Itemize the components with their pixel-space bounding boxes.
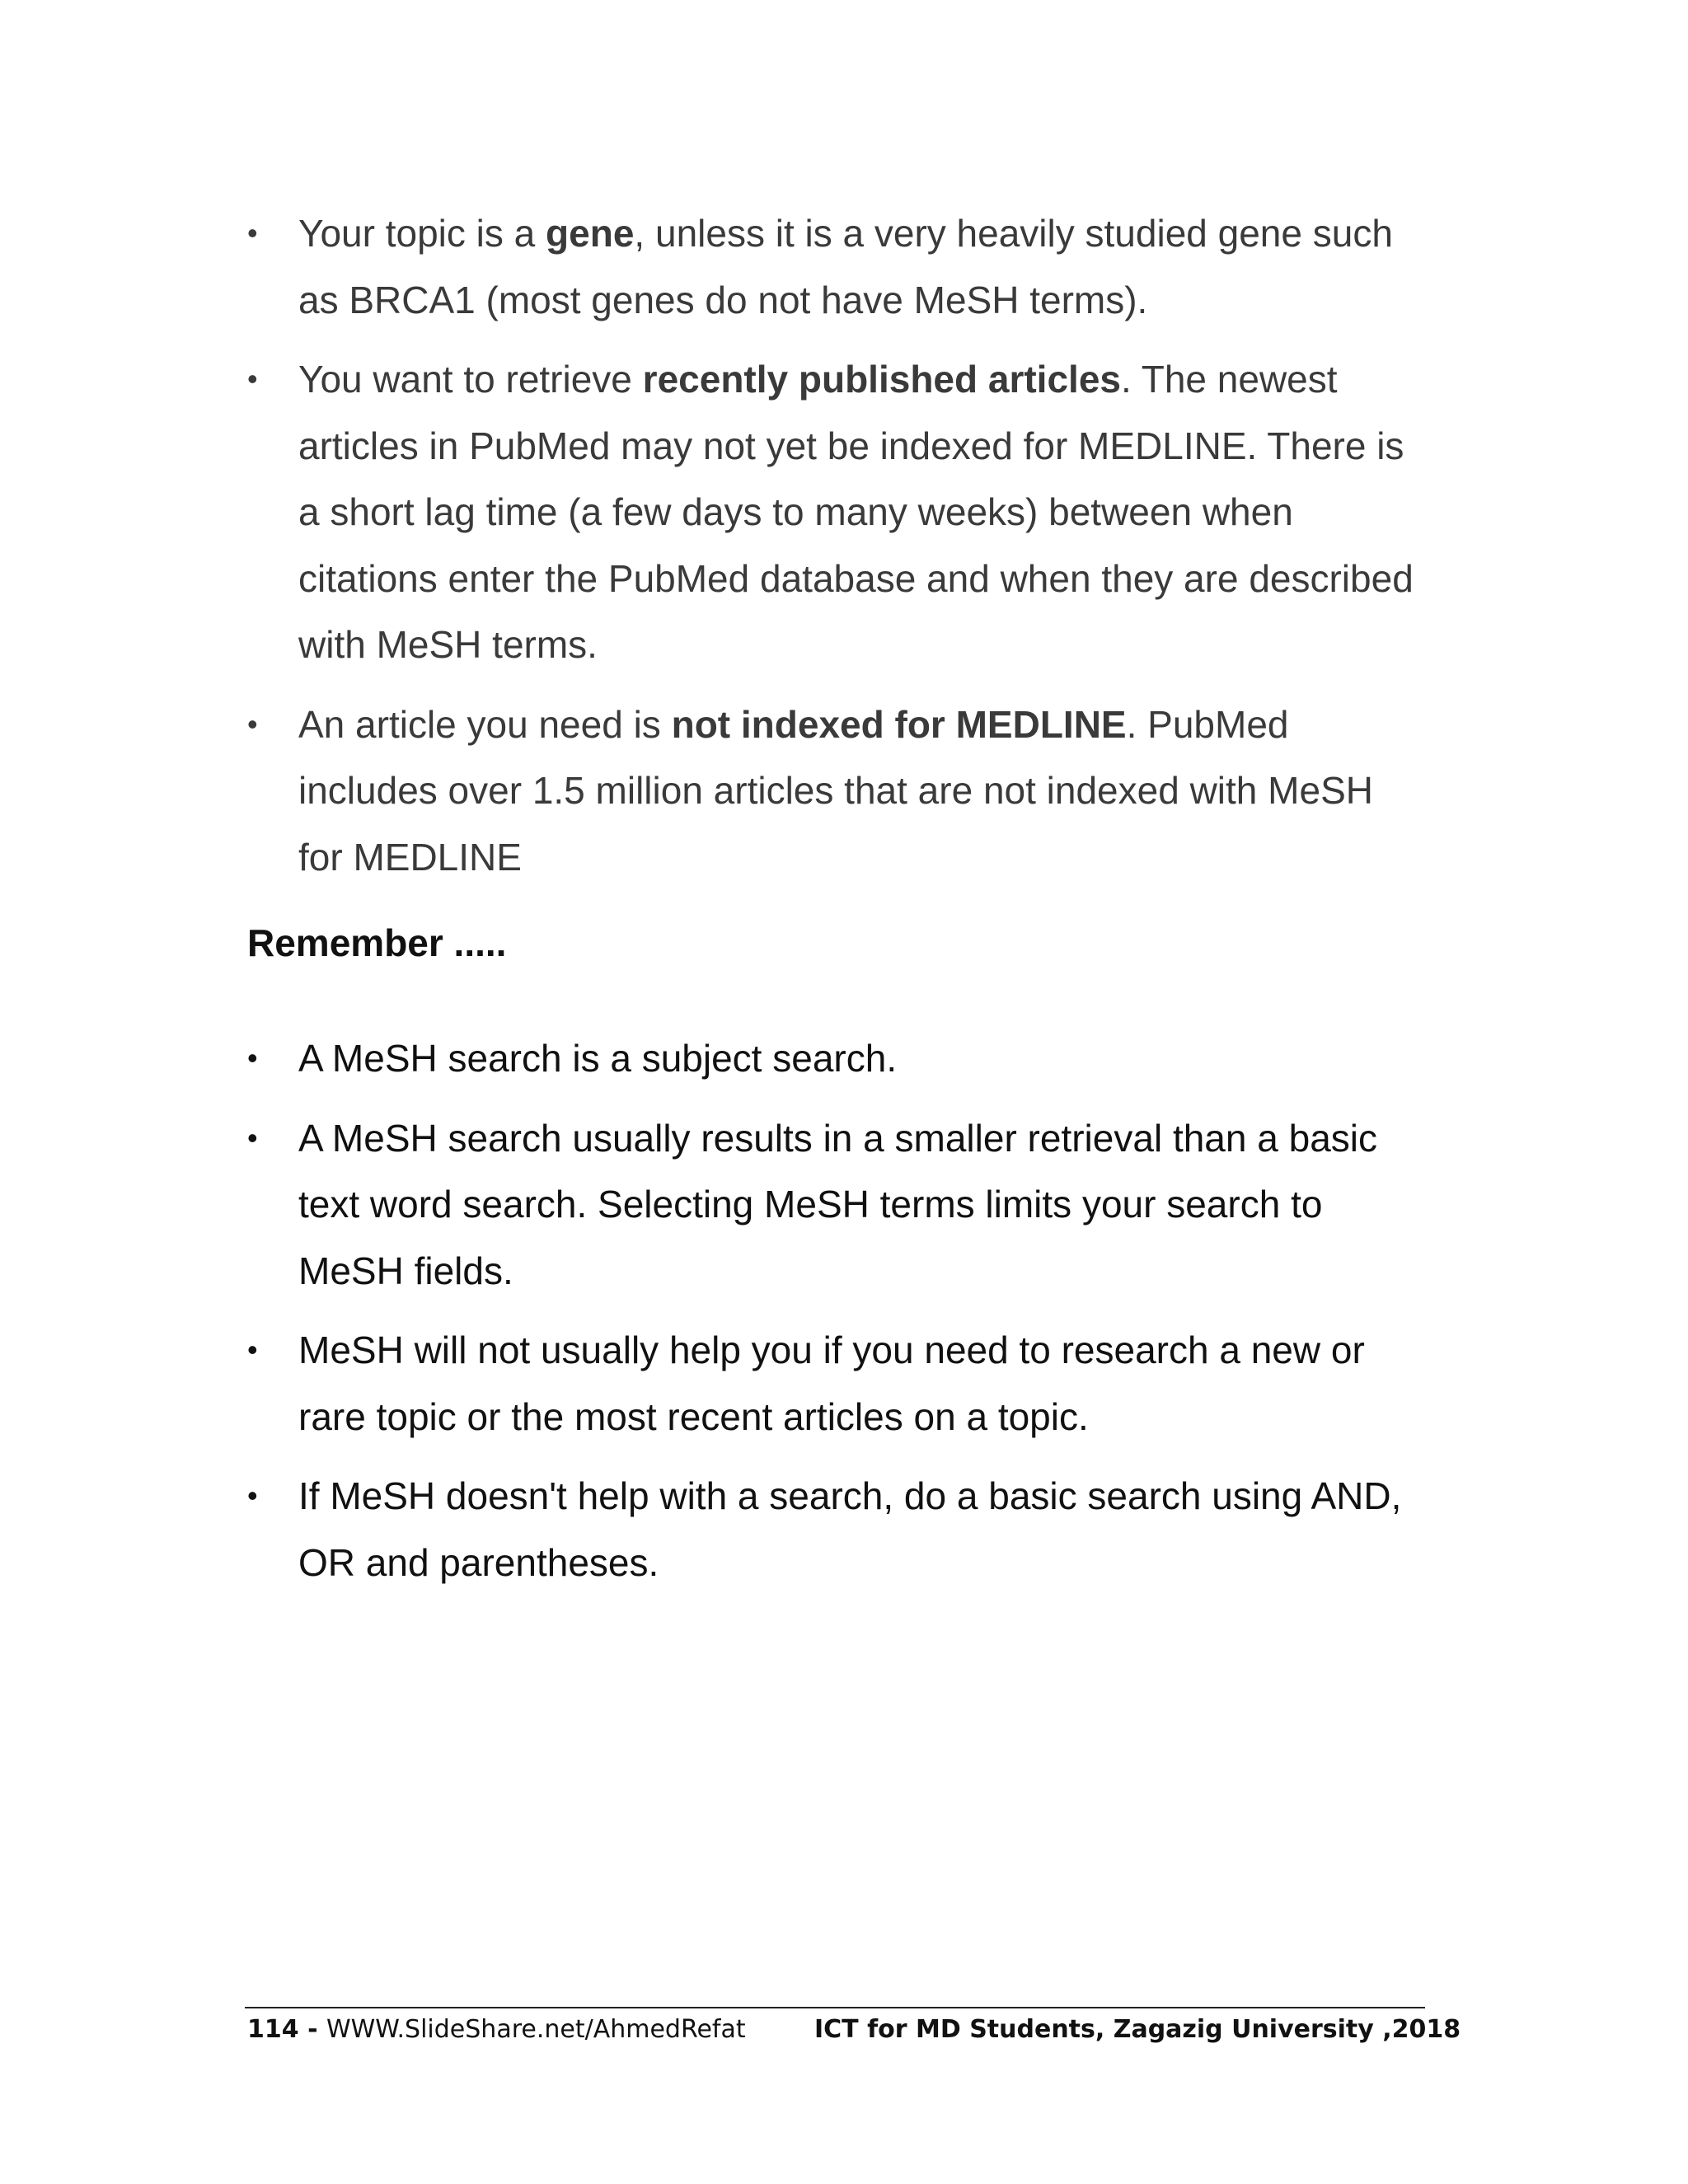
bullet-icon: • [247, 1041, 258, 1075]
item-text-bold: recently published articles [642, 358, 1121, 401]
bullet-icon: • [247, 1120, 258, 1155]
item-text-bold: not indexed for MEDLINE [671, 702, 1127, 746]
footer-source: WWW.SlideShare.net/AhmedRefat [326, 2015, 746, 2044]
list-item [247, 346, 1418, 678]
remember-heading: Remember ..... [247, 921, 507, 964]
item-text-lead: Your topic is a [298, 212, 546, 255]
item-text: If MeSH doesn't help with a search, do a basic search using AND, OR and parentheses. [298, 1474, 1402, 1584]
item-text-bold: gene [546, 212, 635, 255]
item-text: A MeSH search is a subject search. [298, 1037, 898, 1080]
list-item [247, 691, 1418, 891]
bullet-icon: • [247, 362, 258, 396]
list-item [247, 200, 1418, 333]
bullet-icon: • [247, 1333, 258, 1366]
list-item [247, 1025, 1418, 1092]
item-text-rest: . PubMed includes over 1.5 million articles that are not indexed with MeSH for MEDLINE [298, 702, 1373, 879]
bullet-icon: • [247, 1479, 258, 1512]
bullet-icon: • [247, 706, 258, 741]
item-text: MeSH will not usually help you if you need to research a new or rare topic or the most recent articles on a topic. [298, 1329, 1365, 1438]
item-text-rest: . The newest articles in PubMed may not yet be indexed for MEDLINE. There is a short lag time (a few days to many weeks) between when citations enter the PubMed database and when they are described with MeSH terms. [298, 358, 1414, 666]
list-item [247, 1463, 1418, 1596]
item-text: A MeSH search usually results in a smaller retrieval than a basic text word search. Selecting MeSH terms limits your search to MeSH fields. [298, 1116, 1378, 1292]
bullet-list-when-not-mesh [247, 200, 1418, 903]
bullet-list-remember [247, 1025, 1418, 1609]
item-text-lead: An article you need is [298, 702, 672, 746]
bullet-icon: • [247, 216, 258, 250]
page-footer [247, 2011, 1461, 2049]
item-text-lead: You want to retrieve [298, 358, 643, 401]
page-number: 114 [247, 2015, 299, 2044]
footer-divider [245, 2007, 1425, 2008]
footer-course-title: ICT for MD Students, Zagazig University ,2018 [814, 2015, 1461, 2044]
footer-separator: - [298, 2015, 326, 2044]
list-item [247, 1105, 1418, 1305]
list-item [247, 1317, 1418, 1450]
item-text-rest: , unless it is a very heavily studied gene such as BRCA1 (most genes do not have MeSH terms). [298, 212, 1393, 321]
